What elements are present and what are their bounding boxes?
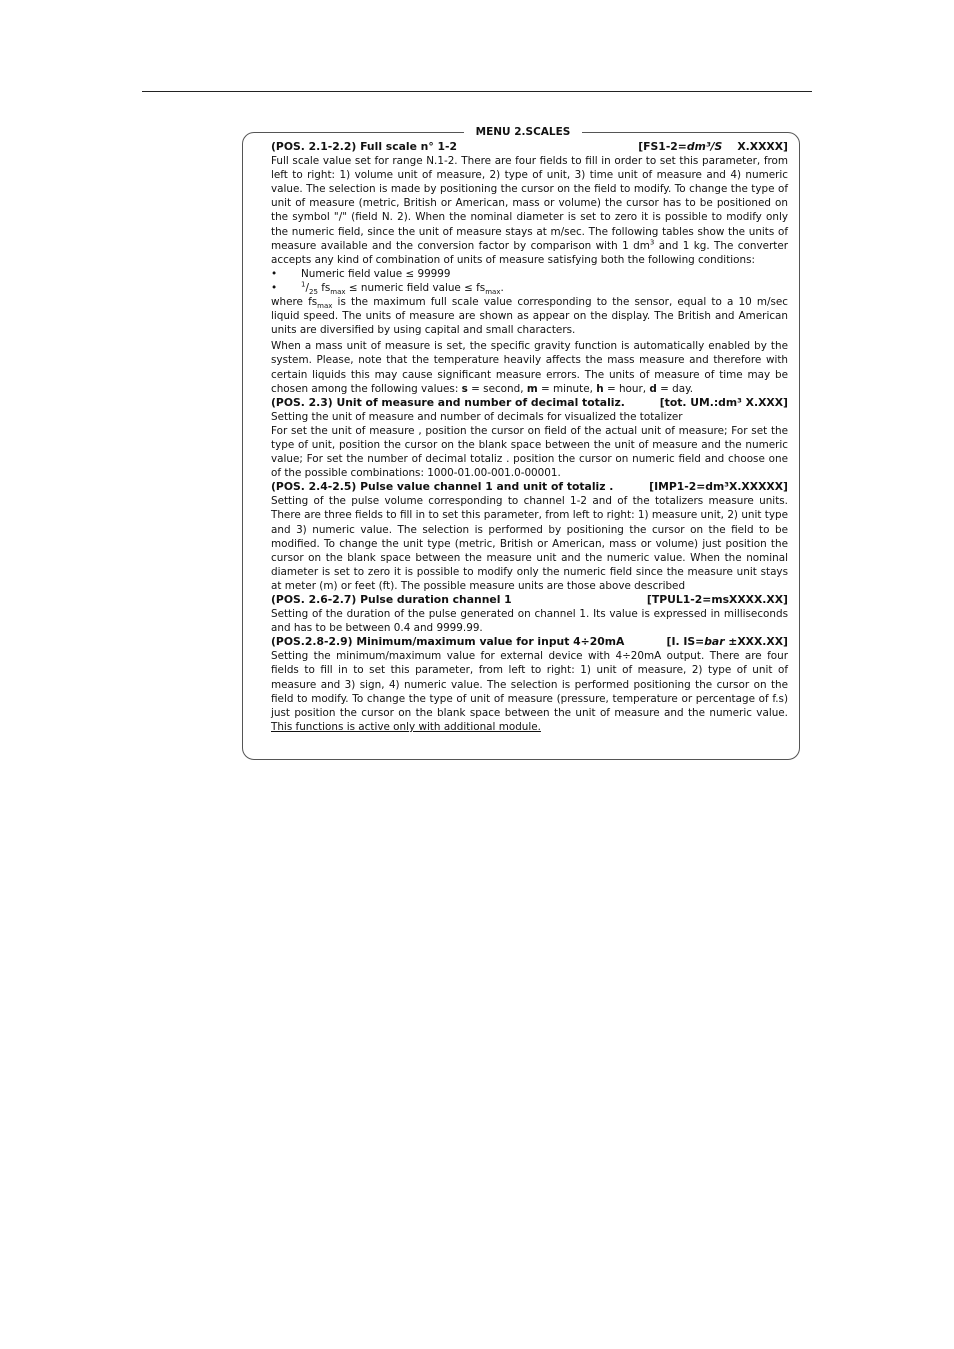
menu-content bbox=[271, 140, 788, 734]
paragraph: When a mass unit of measure is set, the specific gravity function is automatically enabled by the system. Please, note that the temperature heavily affects the mass measure and therefore with certain liquids this may cause significant measure errors. The units of measure of time may be chosen among the following values: s = second, m = minute, h = hour, d = day. bbox=[271, 340, 788, 395]
page-top-rule bbox=[142, 91, 812, 92]
paragraph: Setting of the pulse volume corresponding to channel 1-2 and of the totalizers measure units. There are three fields to fill in to set this parameter, from left to right: 1) measure unit, 2) unit type and 3) numeric value. The selection is performed by positioning the cursor on the field to be modified. To change the unit type (metric, British or American, mass or volume) just position the cursor on the blank space between the measure unit and the numeric value. When the nominal diameter is set to zero it is possible to modify only the numeric field since the measure unit stays at meter (m) or feet (ft). The possible measure units are those above described bbox=[271, 495, 788, 592]
module-note: This functions is active only with additional module. bbox=[271, 720, 541, 733]
section-title: (POS. 2.4-2.5) Pulse value channel 1 and unit of totaliz . bbox=[271, 480, 614, 494]
section-title: (POS. 2.6-2.7) Pulse duration channel 1 bbox=[271, 593, 512, 606]
paragraph: Setting of the duration of the pulse generated on channel 1. Its value is expressed in milliseconds and has to be between 0.4 and 9999.99. bbox=[271, 608, 788, 635]
paragraph: For set the unit of measure , position the cursor on field of the actual unit of measure; For set the type of unit, position the cursor on the blank space between the unit of measure and the numeric value; For set the number of decimal totaliz . position the cursor on numeric field and choose one of the possible combinations: 1000-01.00-001.0-00001. bbox=[271, 424, 788, 480]
section-code: [IMP1-2=dm³X.XXXXX] bbox=[649, 480, 788, 494]
paragraph: Setting the unit of measure and number of decimals for visualized the totalizer bbox=[271, 410, 683, 423]
section-code: [FS1-2=dm³/S X.XXXX] bbox=[638, 140, 788, 153]
menu-title: MENU 2.SCALES bbox=[464, 125, 582, 139]
section-code: [I. IS=bar ±XXX.XX] bbox=[666, 635, 788, 649]
section-header bbox=[271, 593, 788, 607]
paragraph: Setting the minimum/maximum value for external device with 4÷20mA output. There are four fields to fill in to set this parameter, from left to right: 1) unit of measure, 2) type of unit of measure and 3) sign, 4) numeric value. The selection is performed positioning the cursor on the field to modify. To change the type of unit of measure (pressure, temperature or percentage of f.s) just position the cursor on the blank space between the unit of measure and the numeric value. This functions is active only with additional module. bbox=[271, 650, 788, 733]
section-header bbox=[271, 480, 788, 494]
section-title: (POS. 2.3) Unit of measure and number of decimal totaliz. bbox=[271, 395, 625, 409]
section-title: (POS. 2.1-2.2) Full scale n° 1-2 bbox=[271, 140, 458, 153]
section-code: [TPUL1-2=msXXXX.XX] bbox=[646, 593, 788, 606]
section-code: [tot. UM.:dm³ X.XXX] bbox=[659, 395, 788, 409]
paragraph: Full scale value set for range N.1-2. There are four fields to fill in order to set this parameter, from left to right: 1) volume unit of measure, 2) type of unit, 3) time unit of measure and 4) numeric value. The selection is made by positioning the cursor on the field to modify. To change the type of unit of measure (metric, British or American, mass or volume) the cursor has to be positioned on the symbol "/" (field N. 2). When the nominal diameter is set to zero it is possible to modify only the numeric field, since the unit of measure stays at m/sec. The following tables show the units of measure available and the conversion factor by comparison with 1 $dm^3$ and 1 kg. The converter accepts any kind of combination of units of measure satisfying both the following conditions: bbox=[271, 155, 789, 266]
section-header bbox=[271, 140, 788, 154]
section-header bbox=[271, 635, 788, 649]
paragraph: where $fs_{max}$ is the maximum full scale value corresponding to the sensor, equal to a 10 m/sec liquid speed. The units of measure are shown as appear on the display. The British and American units are diversified by using capital and small characters. bbox=[271, 296, 788, 337]
section-title: (POS.2.8-2.9) Minimum/maximum value for input 4÷20mA bbox=[271, 635, 625, 649]
list-item: • $^1/_{25}$ $fs_{max}$ ≤ numeric field value ≤ $fs_{max}$. bbox=[271, 280, 504, 297]
section-header bbox=[271, 396, 788, 410]
list-item: • Numeric field value ≤ 99999 bbox=[271, 267, 451, 280]
